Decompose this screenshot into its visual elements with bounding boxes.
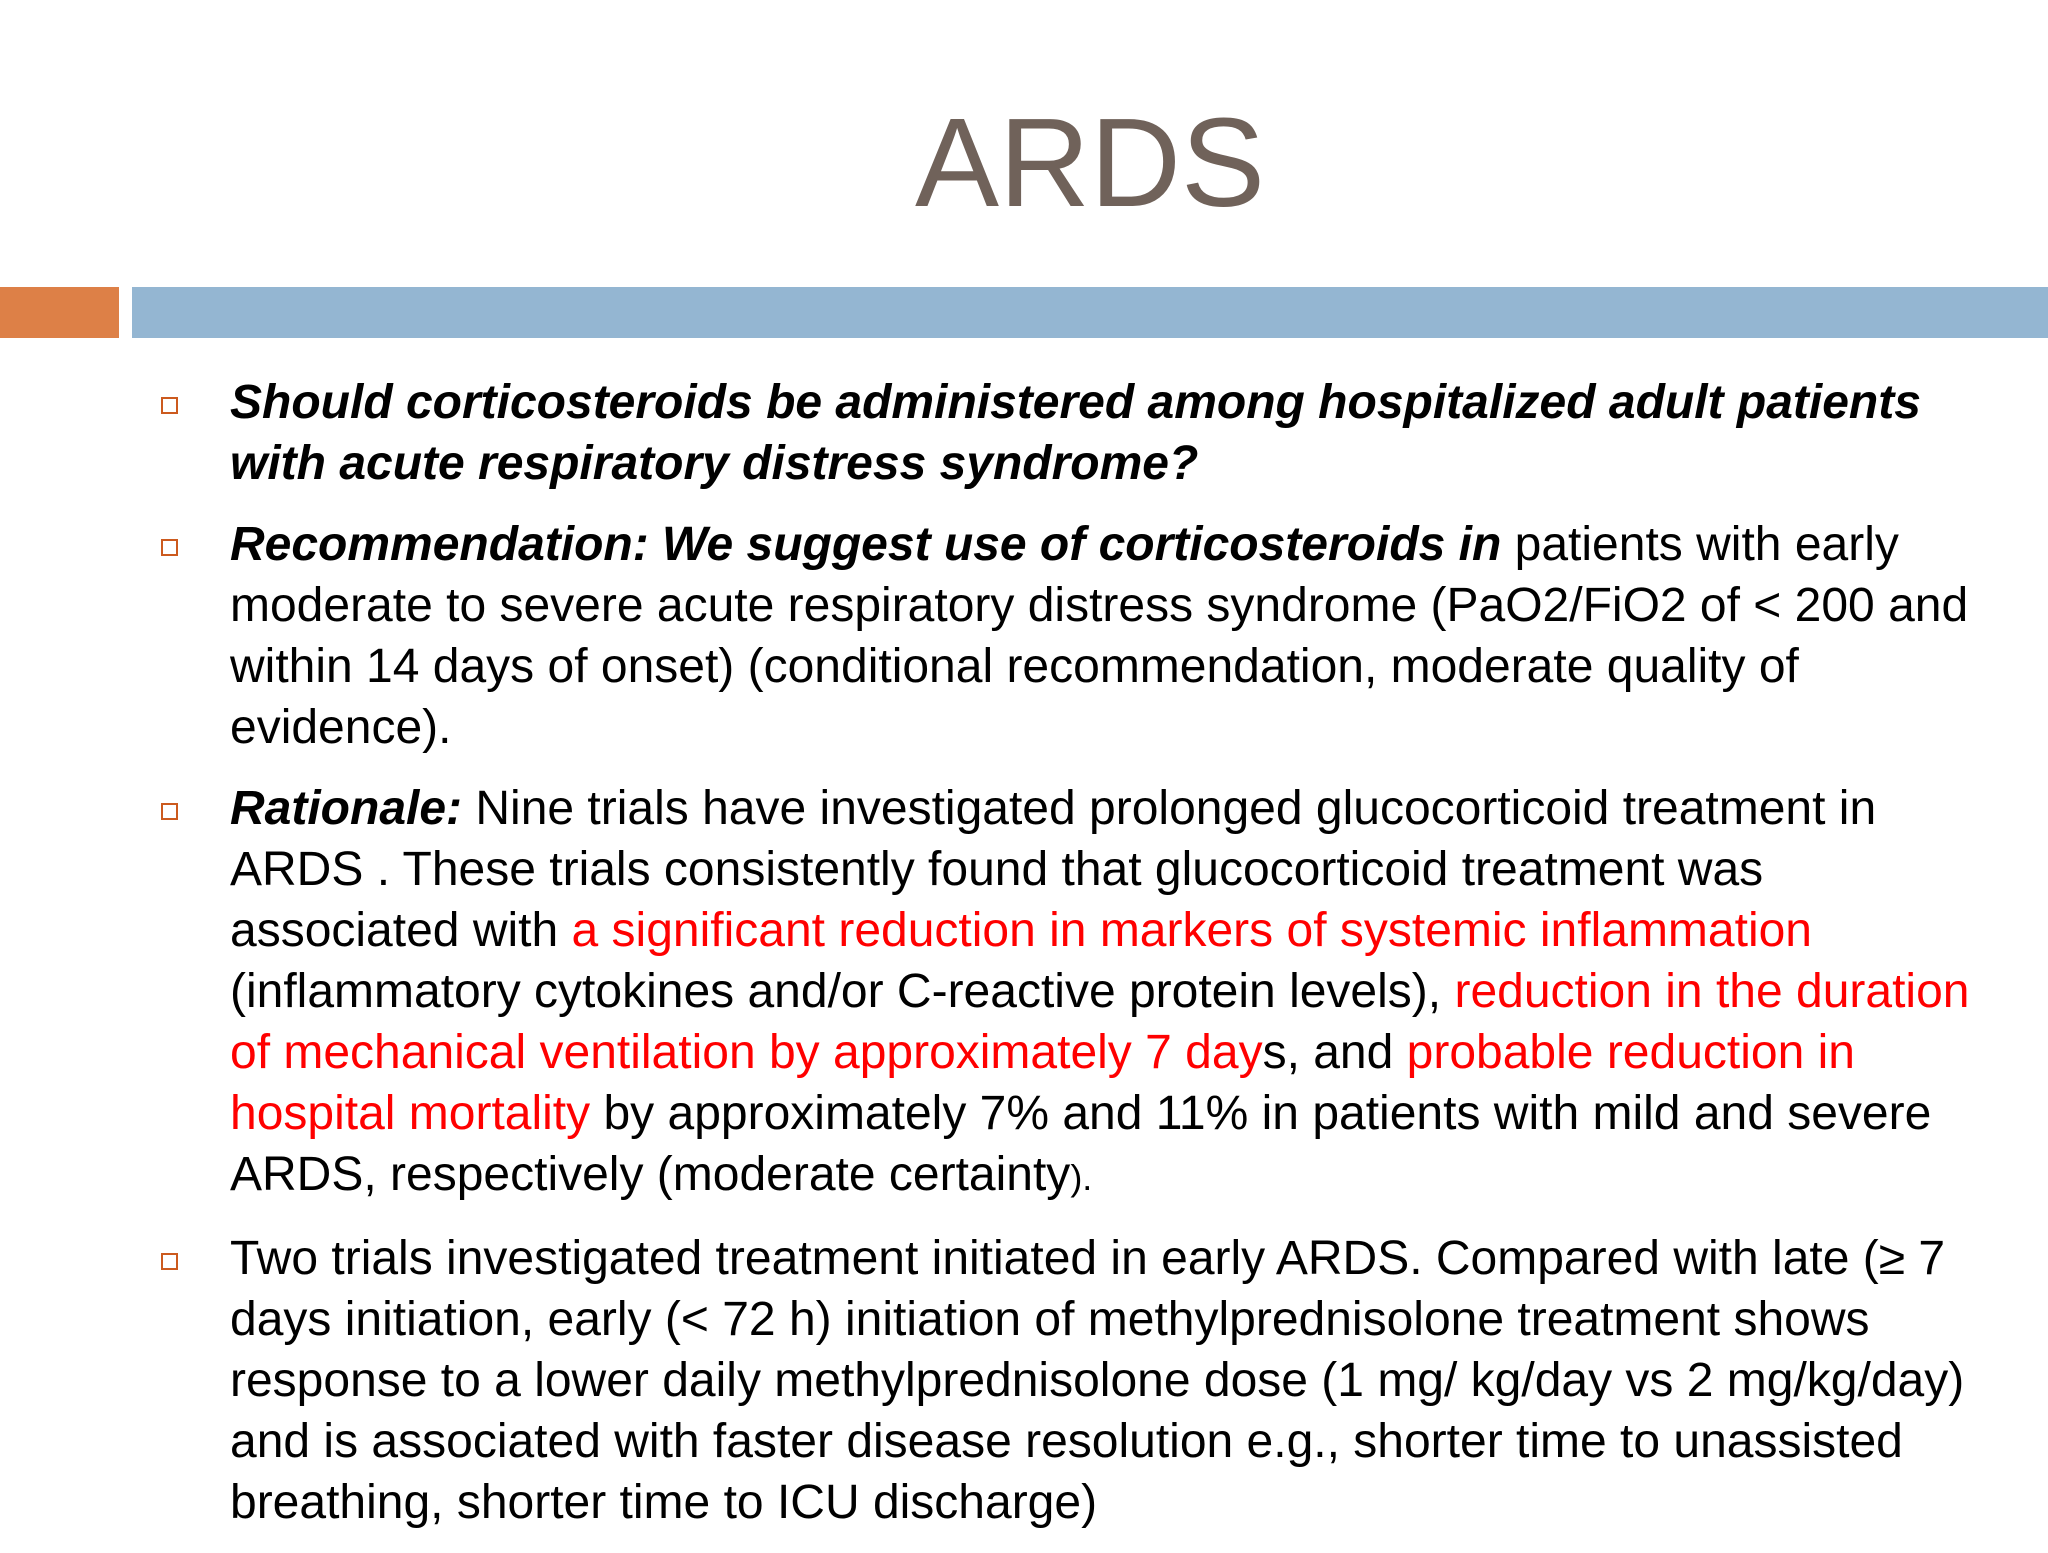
bullet-recommendation	[0, 514, 2048, 758]
recommendation-lead: Recommendation: We suggest use of corticosteroids in	[230, 518, 1502, 571]
bullet-early-trials	[0, 1228, 2048, 1533]
accent-bar-blue	[132, 287, 2048, 338]
rationale-text-1: Nine trials have investigated prolonged glucocorticoid treatment in ARDS . These trials consistently found that glucocorticoid treatment was associated with	[230, 782, 1877, 957]
square-bullet-icon	[161, 803, 178, 820]
early-trials-text: Two trials investigated treatment initiated in early ARDS. Compared with late (≥ 7 days initiation, early (< 72 h) initiation of methylprednisolone treatment shows response to a lower daily methylprednisolone dose (1 mg/ kg/day vs 2 mg/kg/day) and is associated with faster disease resolution e.g., shorter time to unassisted breathing, shorter time to ICU discharge)	[230, 1232, 1965, 1529]
bullet-rationale	[0, 778, 2048, 1208]
bullet-list	[0, 372, 2048, 1553]
rationale-highlight-mortality: probable reduction in hospital mortality	[230, 1026, 1855, 1140]
bullet-question	[0, 372, 2048, 494]
rationale-lead: Rationale:	[230, 782, 463, 835]
rationale-highlight-inflammation: a significant reduction in markers of systemic inflammation	[571, 904, 1812, 957]
slide-title: ARDS	[914, 92, 1266, 233]
question-text: Should corticosteroids be administered among hospitalized adult patients with acute respiratory distress syndrome?	[230, 376, 1921, 490]
recommendation-text: patients with early moderate to severe acute respiratory distress syndrome (PaO2/FiO2 of < 200 and within 14 days of onset) (conditional recommendation, moderate quality of evidence).	[230, 518, 1969, 754]
rationale-highlight-ventilation: reduction in the duration of mechanical ventilation by approximately 7 day	[230, 965, 1970, 1079]
rationale-text-4: by approximately 7% and 11% in patients with mild and severe ARDS, respectively (moderate certainty	[230, 1087, 1932, 1201]
rationale-text-3: s, and	[1262, 1026, 1407, 1079]
accent-bar-orange	[0, 287, 119, 338]
rationale-text-2: (inflammatory cytokines and/or C-reactive protein levels),	[230, 965, 1455, 1018]
square-bullet-icon	[161, 539, 178, 556]
square-bullet-icon	[161, 1253, 178, 1270]
square-bullet-icon	[161, 397, 178, 414]
rationale-text-5: ).	[1070, 1157, 1093, 1198]
